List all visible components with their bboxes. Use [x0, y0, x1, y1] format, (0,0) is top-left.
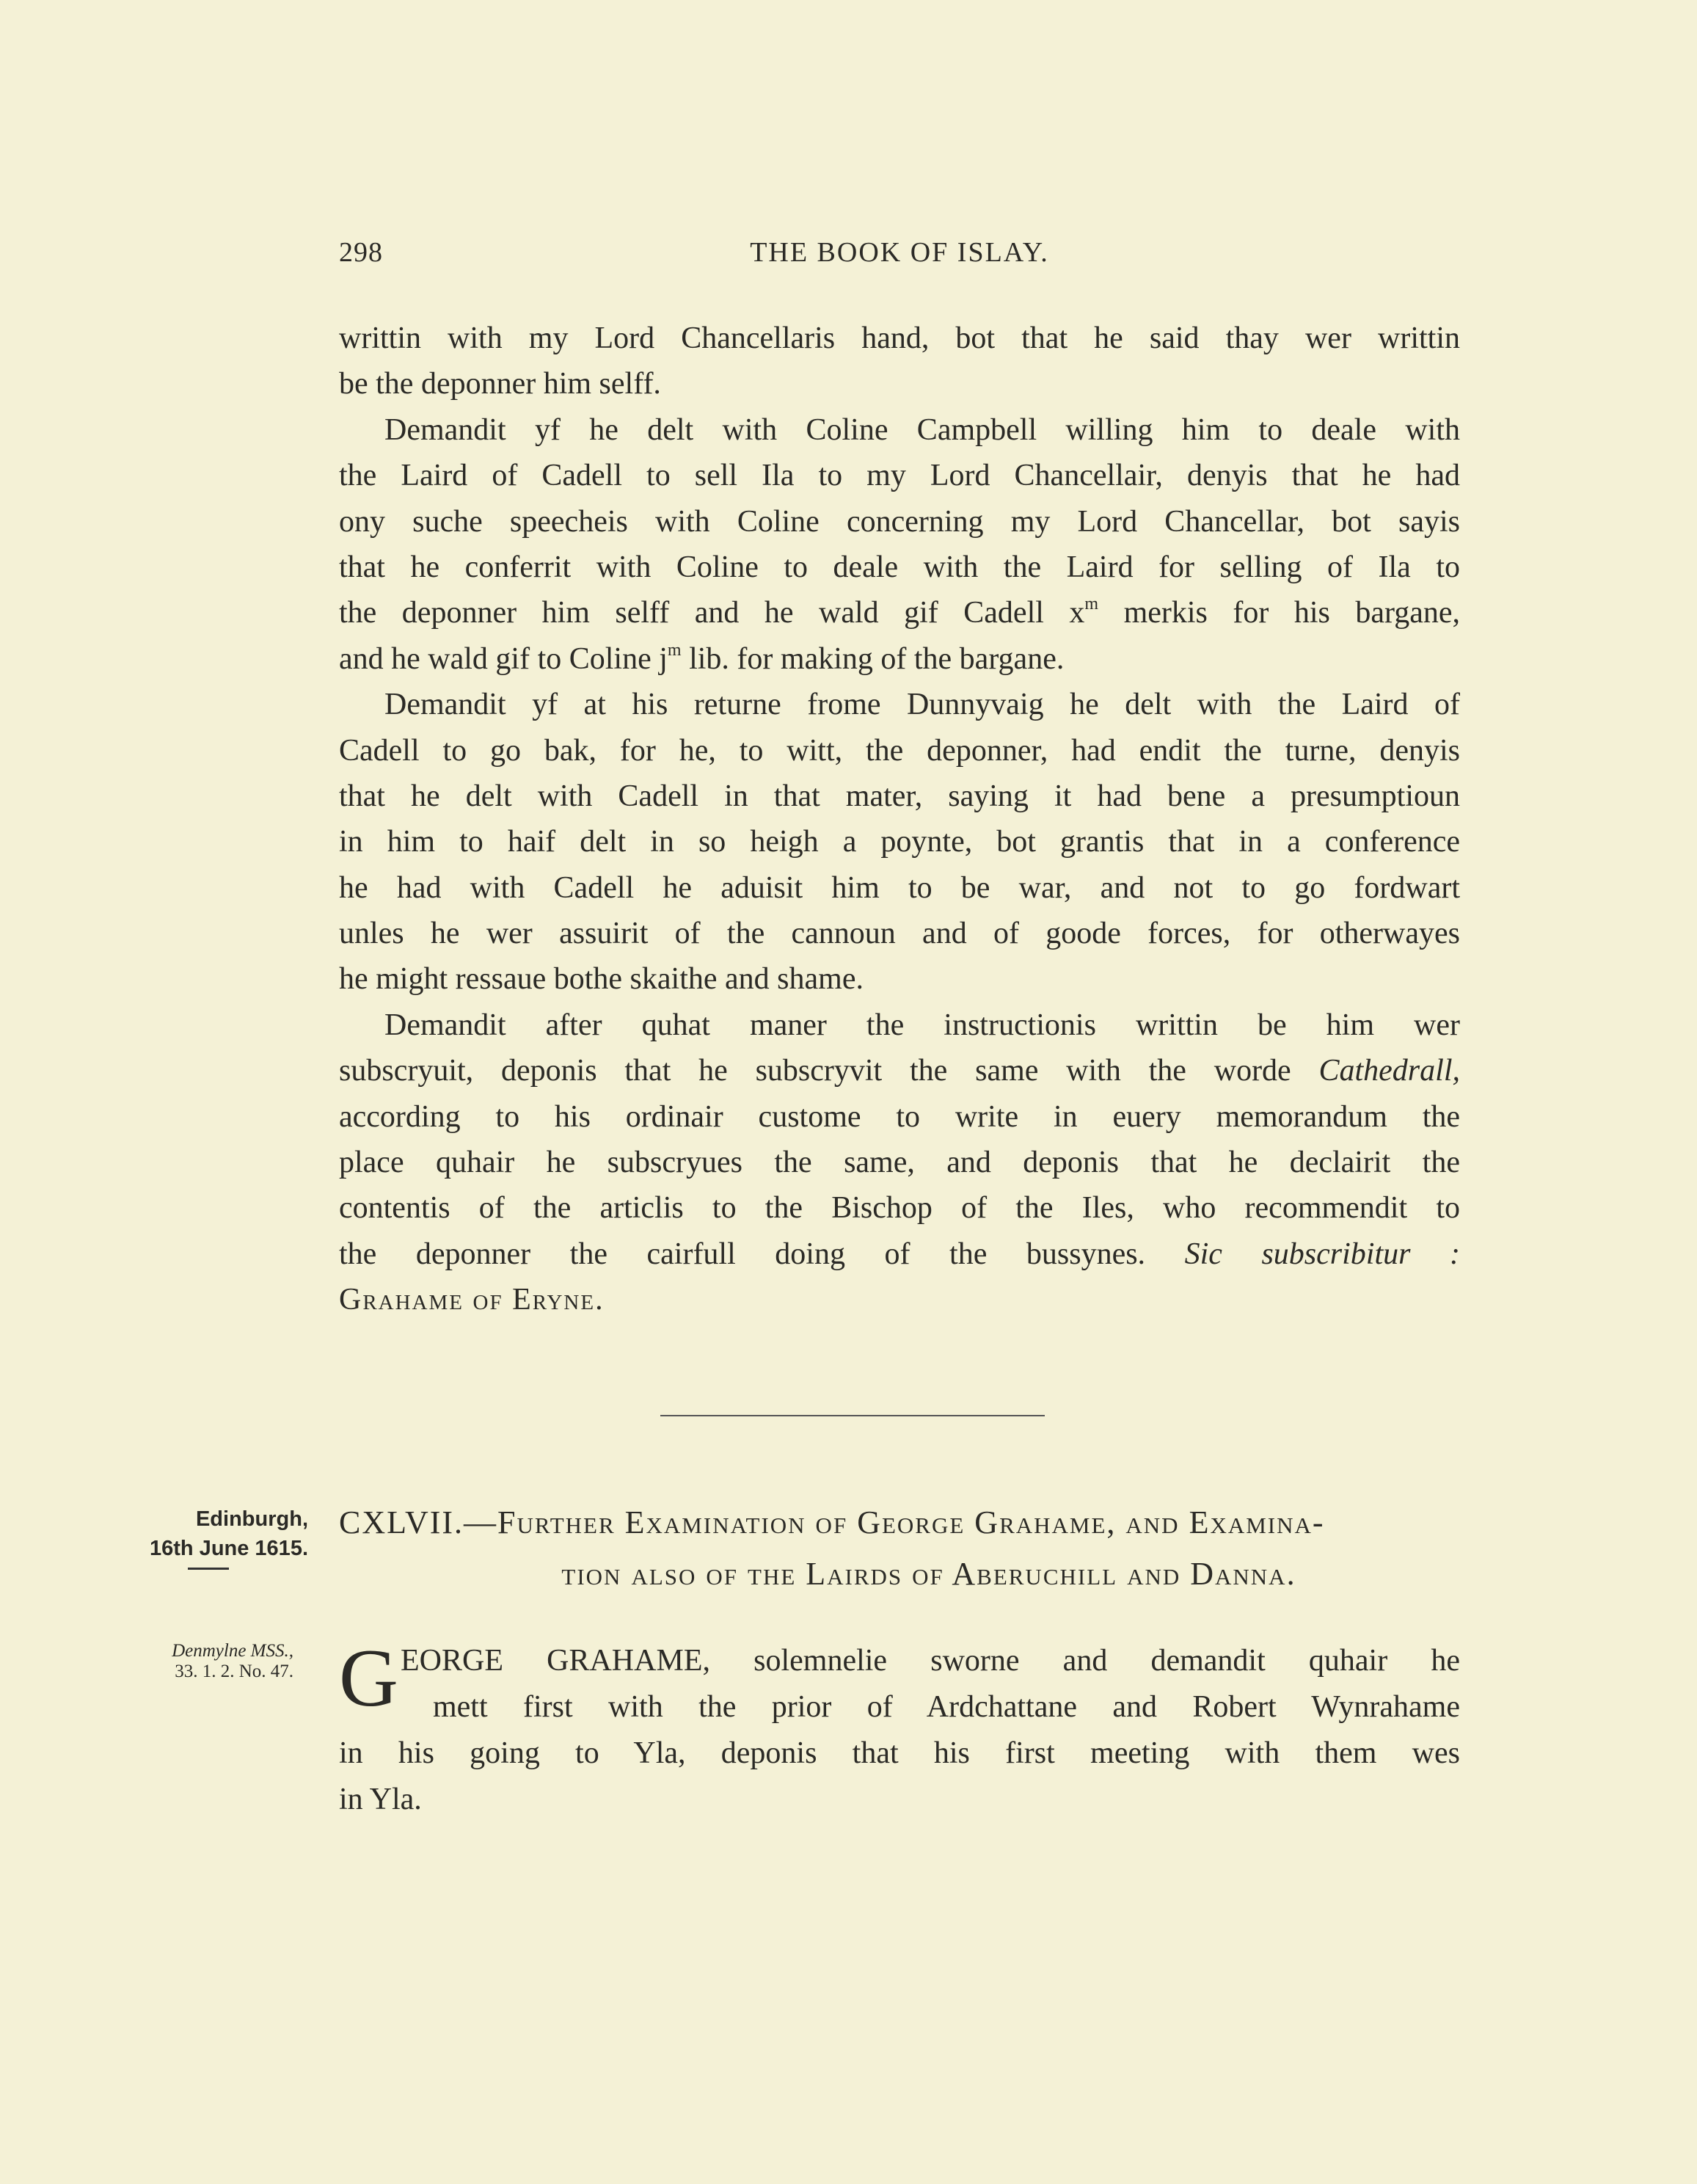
text-line: in him to haif delt in so heigh a poynte, bot grantis that in a conference: [339, 825, 1460, 859]
text-line: that he conferrit with Coline to deale with the Laird for selling of Ila to: [339, 550, 1460, 584]
text-line: unles he wer assuirit of the cannoun and of goode forces, for otherwayes: [339, 917, 1460, 951]
margin-place: Edinburgh,: [195, 1507, 308, 1531]
text-line: Demandit after quhat maner the instructionis writtin be him wer: [384, 1008, 1460, 1042]
text-line: the Laird of Cadell to sell Ila to my Lord Chancellair, denyis that he had: [339, 459, 1460, 493]
text-segment: and he wald gif to Coline j: [339, 641, 668, 676]
text-line: mett first with the prior of Ardchattane and Robert Wynrahame: [433, 1690, 1460, 1724]
text-line: [339, 1048, 1460, 1093]
running-head: [339, 236, 1460, 273]
italic-phrase: Sic subscribitur :: [1184, 1237, 1461, 1271]
superscript: m: [667, 640, 682, 660]
text-line: [339, 1231, 1460, 1277]
text-line: according to his ordinair custome to write in euery memorandum the: [339, 1099, 1460, 1134]
text-line: Cadell to go bak, for he, to witt, the deponner, had endit the turne, denyis: [339, 733, 1460, 768]
page-number: 298: [339, 237, 383, 268]
text-segment: merkis for his bargane,: [1098, 596, 1460, 630]
text-line: that he delt with Cadell in that mater, saying it had bene a presumptioun: [339, 779, 1460, 813]
text-line: be the deponner him selff.: [339, 367, 661, 401]
signature: Grahame of Eryne.: [339, 1283, 605, 1317]
text-line: in his going to Yla, deponis that his first meeting with them wes: [339, 1736, 1460, 1770]
document-body: [339, 1633, 1460, 1823]
text-segment: subscryuit, deponis that he subscryvit the same with the worde: [339, 1054, 1319, 1088]
source-name: Denmylne MSS.,: [172, 1641, 293, 1661]
heading-line: tion also of the Lairds of Aberuchill and Danna.: [561, 1556, 1296, 1592]
drop-cap: G: [339, 1633, 398, 1724]
section-divider: [660, 1415, 1045, 1416]
text-line: EORGE GRAHAME, solemnelie sworne and demandit quhair he: [401, 1644, 1460, 1678]
margin-dash: [188, 1568, 229, 1570]
document-heading: [339, 1497, 1460, 1600]
continued-text: [339, 316, 1460, 1323]
heading-line: CXLVII.—Further Examination of George Grahame, and Examina-: [339, 1504, 1325, 1540]
text-line: place quhair he subscryues the same, and deponis that he declairit the: [339, 1146, 1460, 1180]
text-segment: the deponner the cairfull doing of the bussynes.: [339, 1237, 1185, 1271]
source-reference: 33. 1. 2. No. 47.: [175, 1661, 293, 1681]
text-line: [339, 636, 1460, 682]
margin-source-note: [95, 1641, 293, 1682]
text-line: Demandit yf he delt with Coline Campbell willing him to deale with: [384, 412, 1460, 447]
text-segment: lib. for making of the bargane.: [681, 641, 1065, 676]
text-line: he had with Cadell he aduisit him to be war, and not to go fordwart: [339, 870, 1460, 905]
text-line: contentis of the articlis to the Bischop of the Iles, who recommendit to: [339, 1191, 1460, 1226]
book-title: THE BOOK OF ISLAY.: [750, 237, 1049, 268]
text-segment: the deponner him selff and he wald gif Cadell x: [339, 596, 1085, 630]
superscript: m: [1084, 594, 1099, 614]
margin-date-note: [95, 1504, 308, 1563]
text-line: [339, 590, 1460, 636]
text-line: ony suche speecheis with Coline concerning my Lord Chancellar, bot sayis: [339, 504, 1460, 539]
italic-word: Cathedrall,: [1318, 1054, 1460, 1088]
text-line: Demandit yf at his returne frome Dunnyvaig he delt with the Laird of: [384, 688, 1460, 722]
margin-date: 16th June 1615.: [150, 1537, 308, 1560]
text-line: writtin with my Lord Chancellaris hand, bot that he said thay wer writtin: [339, 321, 1460, 355]
text-line: in Yla.: [339, 1783, 422, 1816]
text-line: he might ressaue bothe skaithe and shame.: [339, 962, 864, 997]
